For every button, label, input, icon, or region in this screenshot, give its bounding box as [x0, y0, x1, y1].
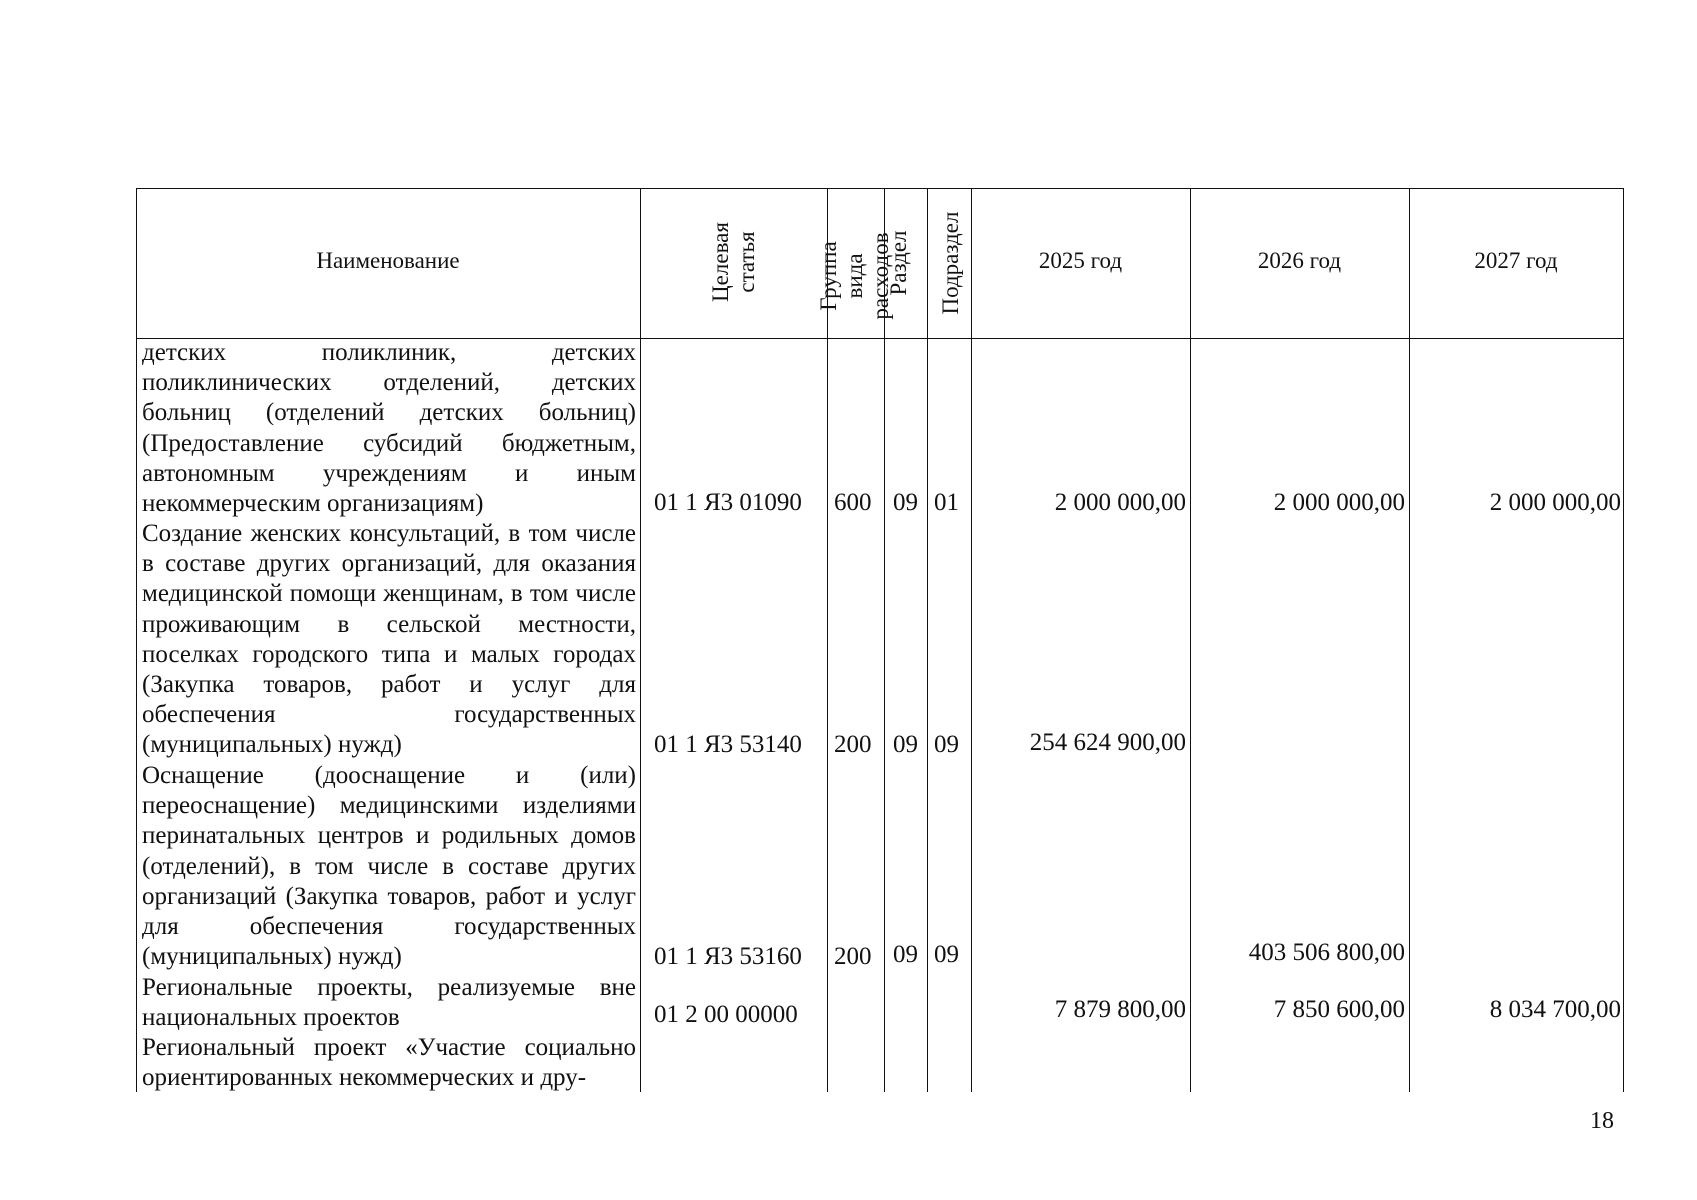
row-1-target: 01 1 Я3 01090: [654, 489, 802, 516]
table-top-border: [136, 188, 1623, 189]
header-section: Раздел: [886, 230, 911, 296]
col-border-section: [927, 188, 928, 1092]
col-border-2025: [1190, 188, 1191, 1092]
row-3-subsection: 09: [934, 941, 959, 968]
row-3-group: 200: [834, 943, 872, 970]
header-expense-group: Группа вида расходов: [816, 232, 893, 320]
row-3-2026: 403 506 800,00: [1248, 939, 1405, 966]
col-border-name: [640, 188, 641, 1092]
row-4-2027: 8 034 700,00: [1489, 996, 1621, 1023]
header-2025: 2025 год: [1038, 248, 1123, 273]
col-border-left: [136, 188, 137, 1092]
row-4-2025: 7 879 800,00: [1054, 996, 1186, 1023]
row-4-name: Региональные проекты, реализуемые вне национальных проектов: [142, 974, 636, 1032]
row-1-subsection: 01: [934, 489, 959, 516]
header-2027: 2027 год: [1474, 248, 1558, 273]
row-1-group: 600: [834, 489, 872, 516]
col-border-right: [1623, 188, 1624, 1092]
row-2-target: 01 1 Я3 53140: [654, 731, 802, 758]
row-4-2026: 7 850 600,00: [1273, 996, 1405, 1023]
row-2-group: 200: [834, 731, 872, 758]
row-2-subsection: 09: [934, 731, 959, 758]
row-5-name: Региональный проект «Участие социально ориентированных некоммерческих и дру-: [142, 1034, 636, 1092]
row-1-name: детских поликлиник, детских поликлинических отделений, детских больниц (отделений детских больниц) (Предоставление субсидий бюджетным, автономным учреждениям и иным некоммерческим организациям): [142, 339, 636, 518]
header-target: Целевая статья: [708, 222, 759, 302]
header-subsection: Подраздел: [938, 211, 963, 315]
row-1-section: 09: [893, 489, 918, 516]
row-1-2027: 2 000 000,00: [1489, 489, 1621, 516]
page-number: 18: [1590, 1108, 1614, 1134]
row-4-target: 01 2 00 00000: [654, 1001, 798, 1028]
row-3-name: Оснащение (дооснащение и (или) переоснащение) медицинскими изделиями перинатальных центров и родильных домов (отделений), в том числе в составе других организаций (Закупка товаров, работ и услуг для обеспечения государственных (муниципальных) нужд): [142, 762, 636, 971]
row-1-2026: 2 000 000,00: [1273, 489, 1405, 516]
row-1-2025: 2 000 000,00: [1054, 489, 1186, 516]
row-2-2025: 254 624 900,00: [1029, 729, 1186, 756]
row-2-name: Создание женских консультаций, в том числе в составе других организаций, для оказания медицинской помощи женщинам, в том числе проживающим в сельской местности, поселках городского типа и малых городах (Закупка товаров, работ и услуг для обеспечения государственных (муниципальных) нужд): [142, 520, 636, 759]
row-2-section: 09: [893, 731, 918, 758]
col-border-2026: [1409, 188, 1410, 1092]
header-name: Наименование: [316, 248, 460, 273]
col-border-subsection: [971, 188, 972, 1092]
row-3-target: 01 1 Я3 53160: [654, 943, 802, 970]
row-3-section: 09: [893, 941, 918, 968]
header-2026: 2026 год: [1257, 248, 1342, 273]
